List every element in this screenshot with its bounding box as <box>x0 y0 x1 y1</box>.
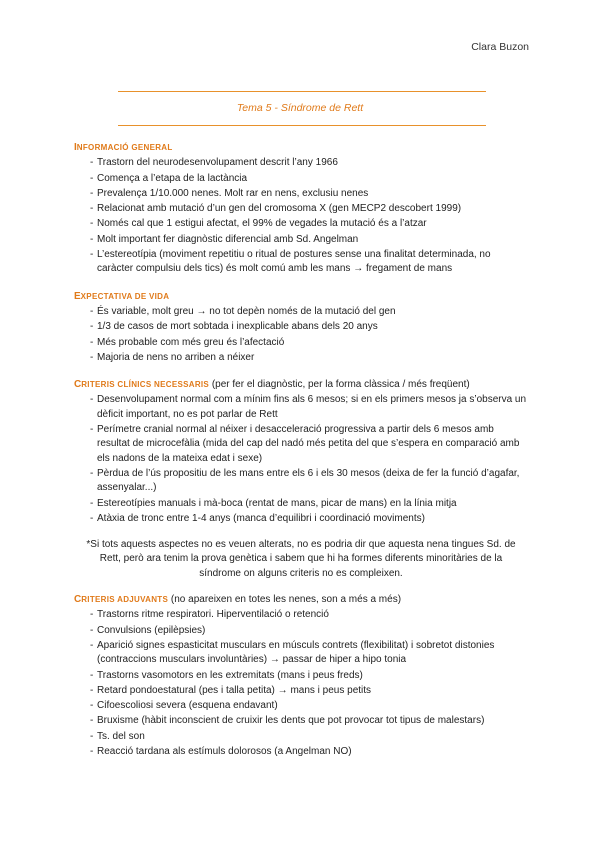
list-item: - Relacionat amb mutació d’un gen del cromosoma X (gen MECP2 descobert 1999) <box>74 202 528 216</box>
list-item: - 1/3 de casos de mort sobtada i inexplicable abans dels 20 anys <box>74 320 528 334</box>
list-item: - Molt important fer diagnòstic diferencial amb Sd. Angelman <box>74 233 528 247</box>
list-item: - Trastorns vasomotors en les extremitats (mans i peus freds) <box>74 669 528 683</box>
list-item: - Convulsions (epilèpsies) <box>74 624 528 638</box>
list-item: - Prevalença 1/10.000 nenes. Molt rar en nens, exclusiu nenes <box>74 187 528 201</box>
list-item: - Desenvolupament normal com a mínim fins als 6 mesos; si en els primers mesos ja s’observa un dèficit important, no es pot parlar de Rett <box>74 393 528 422</box>
list-item: - Estereotípies manuals i mà-boca (rentat de mans, picar de mans) en la línia mitja <box>74 497 528 511</box>
section-title-initial: C <box>74 594 82 606</box>
bullet-list <box>74 156 528 276</box>
bullet-list <box>74 393 528 526</box>
section-life-expectancy <box>74 290 528 365</box>
author-name: Clara Buzon <box>471 41 529 53</box>
list-item: - Trastorns ritme respiratori. Hiperventilació o retenció <box>74 608 528 622</box>
list-item: - Reacció tardana als estímuls dolorosos (a Angelman NO) <box>74 745 528 759</box>
section-title-rest: RITERIS CLÍNICS NECESSARIS <box>81 380 210 390</box>
section-title-note: (no apareixen en totes les nenes, son a més a més) <box>168 594 402 606</box>
section-title-note: (per fer el diagnòstic, per la forma clàssica / més freqüent) <box>209 379 470 391</box>
section-title-rest: RITERIS ADJUVANTS <box>81 595 169 605</box>
list-item: - Perímetre cranial normal al néixer i desacceleració progressiva a partir dels 6 mesos amb resultat de microcefàlia (mida del cap del nadó més petita del que s’espera en comparació amb els nadons de la mateixa edat i sexe) <box>74 423 528 466</box>
bullet-list <box>74 608 528 759</box>
bullet-list <box>74 305 528 365</box>
section-title-initial: E <box>74 290 81 302</box>
section-title-initial: I <box>74 142 77 153</box>
list-item: - Comença a l’etapa de la lactància <box>74 172 528 186</box>
footnote: *Si tots aquests aspectes no es veuen alterats, no es podria dir que aquesta nena tingues Sd. de Rett, però ara tenim la prova genètica i sabem que hi ha formes diferents minoritàries de la síndrome on alguns criteris no es compleixen. <box>86 539 516 579</box>
page-title: Tema 5 - Síndrome de Rett <box>236 102 364 114</box>
section-title <box>74 378 528 392</box>
list-item: - Aparició signes espasticitat musculars en músculs contrets (flexibilitat) i sobretot distonies (contraccions musculars involuntàries) → passar de hiper a hipo tonia <box>74 639 528 668</box>
list-item: - Atàxia de tronc entre 1-4 anys (manca d’equilibri i coordinació moviments) <box>74 512 528 526</box>
section-title-initial: C <box>74 379 82 391</box>
list-item: - Bruxisme (hàbit inconscient de cruixir les dents que pot provocar tot tipus de malestars) <box>74 714 528 728</box>
list-item: - Trastorn del neurodesenvolupament descrit l’any 1966 <box>74 156 528 170</box>
list-item: - Ts. del son <box>74 730 528 744</box>
list-item: - L’estereotípia (moviment repetitiu o ritual de postures sense una finalitat determinada, no caràcter compulsiu dels tics) és molt comú amb les mans → fregament de mans <box>74 248 528 277</box>
section-title-rest: XPECTATIVA DE VIDA <box>80 291 170 301</box>
section-general-info <box>74 141 528 277</box>
section-title <box>74 141 528 155</box>
section-title-rest: NFORMACIÓ GENERAL <box>76 143 173 152</box>
list-item: - Retard pondoestatural (pes i talla petita) → mans i peus petits <box>74 684 528 698</box>
list-item: - Cifoescoliosi severa (esquena endavant) <box>74 699 528 713</box>
list-item: - Majoria de nens no arriben a néixer <box>74 351 528 365</box>
list-item: - Només cal que 1 estigui afectat, el 99% de vegades la mutació és a l’atzar <box>74 217 528 231</box>
list-item: - És variable, molt greu → no tot depèn només de la mutació del gen <box>74 305 528 319</box>
section-adjuvant-criteria <box>74 593 528 759</box>
document-body <box>74 141 528 760</box>
title-rule-top <box>118 91 486 92</box>
section-clinical-criteria <box>74 378 528 526</box>
section-title <box>74 290 528 304</box>
title-rule-bottom <box>118 125 486 126</box>
list-item: - Pèrdua de l’ús propositiu de les mans entre els 6 i els 30 mesos (deixa de fer la funció d’agafar, assenyalar...) <box>74 467 528 496</box>
section-title <box>74 593 528 607</box>
list-item: - Més probable com més greu és l’afectació <box>74 336 528 350</box>
